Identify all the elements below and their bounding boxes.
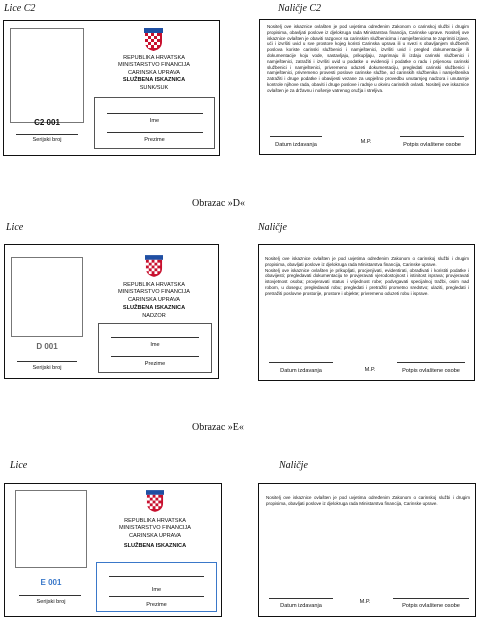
surname-line <box>109 596 204 597</box>
back-text: Nositelj ove iskaznice ovlašten je pod uvjetima određenim Zakonom o carinskoj službi i drugim propisima, obavljati poslove iz djelokruga rada Ministarstva financija, Carinske uprave. <box>266 495 470 506</box>
e-front-caption: Lice <box>10 460 28 471</box>
c2-back-caption: Naličje C2 <box>278 3 322 14</box>
surname-label: Prezime <box>146 602 167 608</box>
croatian-coat-of-arms-icon <box>144 28 163 51</box>
photo-placeholder <box>10 28 84 123</box>
document-subtitle: NADZOR <box>142 312 166 319</box>
d-front-caption: Lice <box>6 222 24 233</box>
serial-code: D 001 <box>36 342 58 351</box>
c2-front-caption: Lice C2 <box>4 3 36 14</box>
agency-block <box>99 55 209 92</box>
form-e-title: Obrazac »E« <box>192 422 244 433</box>
name-line <box>107 113 203 114</box>
serial-label: Serijski broj <box>32 137 62 143</box>
serial-code: E 001 <box>40 578 62 587</box>
name-box <box>98 323 212 373</box>
issue-date-label: Datum izdavanja <box>275 142 317 148</box>
d-back-caption: Naličje <box>258 222 287 233</box>
photo-placeholder <box>15 490 87 568</box>
c2-back-card <box>259 19 476 155</box>
document-subtitle: SUNK/SUK <box>139 84 169 91</box>
surname-label: Prezime <box>144 137 165 143</box>
document-title: SLUŽBENA ISKAZNICA <box>123 543 187 550</box>
back-text <box>265 256 469 297</box>
back-text-paragraph: Nositelj ove iskaznice ovlašten je prikupljati, procjenjivati, evidentirati, obrađivati i koristiti podatke i obavijesti; pregledavati dokumentaciju te provjeravati vjerodostojnost i istinitost isprava; provjeravati istovjetnost osoba; provjeravati status i vrijednost robe; podvrgavati specijalnoj tražbi, osim nad robom, u dosegu; pregledavati robu; pregledati i pretražiti prometno sredstvo; ulaziti, pregledati i pretražiti poslovne prostorije, prostore i objekte; privremeno oduzeti robu i isprave. <box>265 267 469 296</box>
photo-placeholder <box>11 257 83 337</box>
back-text: Nositelj ove iskaznice ovlašten je pod uvjetima određenim Zakonom o carinskoj službi i drugim propisima, obavljati poslove iz djelokruga rada Ministarstva financija, Carinske uprave. Nositelj ove iskaznice ovlašten je obaviti razgovor sa carinskim službenicima i namještenicima te zaprimiti izjave, ući i izvršiti uvid u sve prostore kojeg koristi Carinska uprava ili u svezi s obavljanjem službenih poslova koriste carinski službenici i namještenici, izvršiti uvid i pregled dokumentacije ili dokumentacije koju vode, sastavljaju, prikupljaju, zaprimaju ili izdaju carinski službenici i namještenici, zatražiti i izvršiti uvid u podatke o evidenciji i podatke o radu i prijenosu carinski službenici i namještenici, privremeno oduzeti dokumentaciju, pregledati carinski službenici i namještenici, privremeno provesti poslove carinske službe, od carinskih službenika i namještenika zatražiti i druge podatke i obavijesti vezane za uspješno provedbu unutarnjeg nadzora i unutarnje kontrole njihove rada, obaviti i druge poslove i radnje u okviru carinskih ovlasti. Nositelj ove iskaznice ovlašten je za državnu i nošenje vatrenog oružja i streljiva. <box>267 24 469 93</box>
surname-label: Prezime <box>144 361 166 367</box>
agency-line: CARINSKA UPRAVA <box>127 69 180 76</box>
serial-label: Serijski broj <box>36 599 66 605</box>
agency-line: MINISTARSTVO FINANCIJA <box>118 289 190 296</box>
agency-line: CARINSKA UPRAVA <box>128 532 181 539</box>
surname-line <box>111 356 199 357</box>
d-back-card <box>258 244 475 381</box>
e-back-card <box>258 483 476 617</box>
document-title: SLUŽBENA ISKAZNICA <box>122 77 186 84</box>
date-line <box>269 598 333 599</box>
stamp-label: M.P. <box>359 599 371 605</box>
name-label: Ime <box>149 118 160 124</box>
back-text-paragraph: Nositelj ove iskaznice ovlašten je pod uvjetima određenim Zakonom o carinskoj službi i drugim propisima, obavljati poslove iz djelokruga rada Ministarstva financija, Carinske uprave. <box>265 256 469 267</box>
surname-line <box>107 132 203 133</box>
croatian-coat-of-arms-icon <box>146 490 164 512</box>
date-line <box>269 362 333 363</box>
name-label: Ime <box>151 587 162 593</box>
name-label: Ime <box>150 342 160 348</box>
date-line <box>270 136 322 137</box>
name-box <box>94 97 215 149</box>
signature-label: Potpis ovlaštene osobe <box>403 142 461 148</box>
serial-code: C2 001 <box>34 118 60 127</box>
name-box <box>96 562 217 612</box>
agency-line: MINISTARSTVO FINANCIJA <box>119 525 191 532</box>
c2-front-card <box>3 20 220 156</box>
name-line <box>109 576 204 577</box>
agency-line: REPUBLIKA HRVATSKA <box>123 55 185 61</box>
serial-line <box>16 134 78 135</box>
e-back-caption: Naličje <box>279 460 308 471</box>
issue-date-label: Datum izdavanja <box>280 368 322 374</box>
agency-line: CARINSKA UPRAVA <box>127 296 180 303</box>
stamp-label: M.P. <box>364 367 376 373</box>
agency-line: REPUBLIKA HRVATSKA <box>124 518 186 524</box>
signature-line <box>397 362 465 363</box>
serial-line <box>17 361 77 362</box>
agency-line: MINISTARSTVO FINANCIJA <box>118 62 190 69</box>
e-front-card <box>4 483 222 617</box>
croatian-coat-of-arms-icon <box>145 255 163 277</box>
serial-line <box>19 595 81 596</box>
name-line <box>111 337 199 338</box>
issue-date-label: Datum izdavanja <box>280 603 322 609</box>
document-title: SLUŽBENA ISKAZNICA <box>122 305 186 312</box>
signature-line <box>393 598 469 599</box>
serial-label: Serijski broj <box>32 365 62 371</box>
signature-label: Potpis ovlaštene osobe <box>402 368 460 374</box>
agency-line: REPUBLIKA HRVATSKA <box>123 282 185 288</box>
agency-block <box>99 282 209 320</box>
stamp-label: M.P. <box>360 139 372 145</box>
signature-label: Potpis ovlaštene osobe <box>402 603 460 609</box>
d-front-card <box>4 244 219 379</box>
agency-block <box>100 518 210 551</box>
signature-line <box>400 136 464 137</box>
form-d-title: Obrazac »D« <box>192 198 246 209</box>
